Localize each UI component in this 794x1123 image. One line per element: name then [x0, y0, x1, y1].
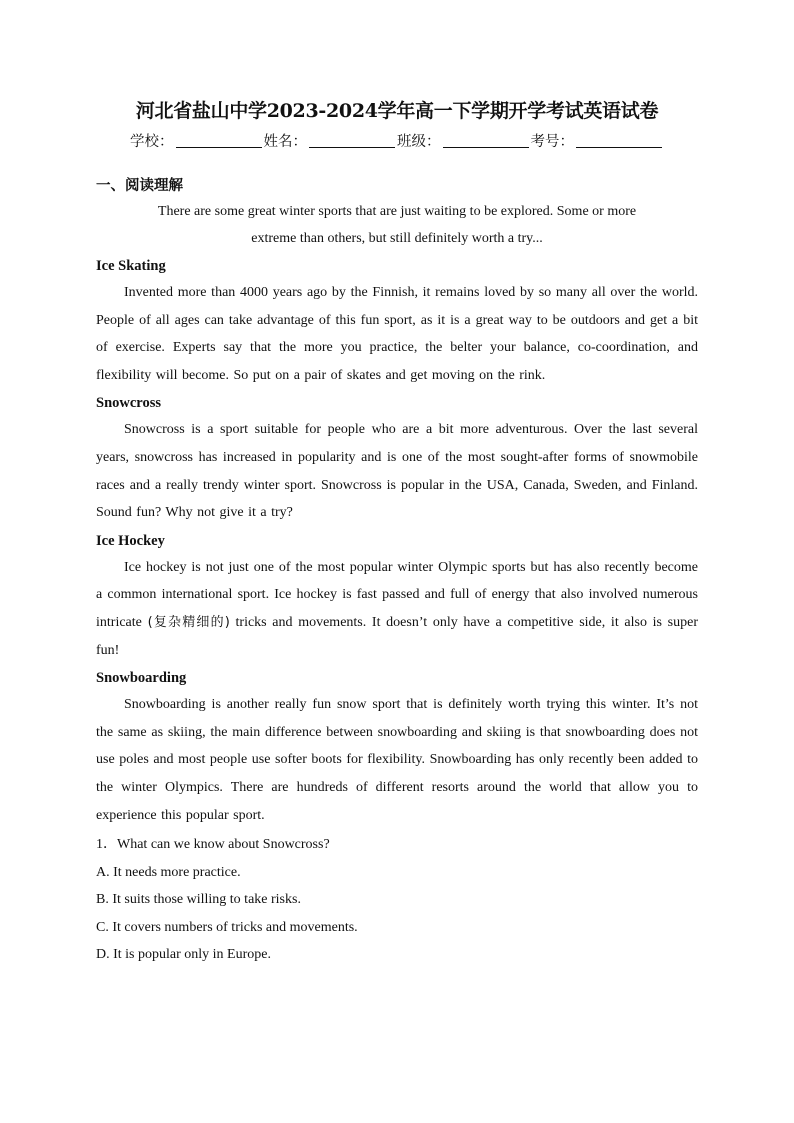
passage-heading-snowcross: Snowcross	[96, 395, 161, 412]
question-number: 1．	[96, 837, 117, 853]
passage-ice-skating: Invented more than 4000 years ago by the Finnish, it remains loved by so many all over the world. People of all ages can take advantage of this fun sport, as it is a great way to be outdoors and get a bit of exercise. Experts say that the more you practice, the belter your balance, co-coordination, and flexibility will become. So put on a pair of skates and get moving on the rink.	[96, 285, 698, 383]
passage-ice-hockey	[96, 554, 698, 664]
exam-number-blank[interactable]	[576, 133, 662, 148]
name-label: 姓名：	[263, 134, 307, 150]
school-label: 学校：	[130, 134, 174, 150]
class-label: 班级：	[397, 134, 441, 150]
option-c[interactable]: C. It covers numbers of tricks and movements.	[96, 919, 358, 935]
exam-page	[96, 98, 698, 969]
student-info-row	[96, 132, 698, 152]
passage-intro	[96, 198, 698, 252]
name-blank[interactable]	[309, 133, 395, 148]
question-1	[96, 831, 698, 859]
option-a[interactable]: A. It needs more practice.	[96, 864, 241, 880]
exam-number-label: 考号：	[530, 134, 574, 150]
passage-heading-ice-skating: Ice Skating	[96, 258, 166, 274]
option-b[interactable]: B. It suits those willing to take risks.	[96, 892, 301, 908]
passage-snowcross: Snowcross is a sport suitable for people who are a bit more adventurous. Over the last several years, snowcross has increased in popularity and is one of the most sought-after forms of snowmobile races and a really trendy winter sport. Snowcross is popular in the USA, Canada, Sweden, and Finland. Sound fun? Why not give it a try?	[96, 422, 698, 521]
intro-line-1: There are some great winter sports that are just waiting to be explored. Some or more	[157, 204, 637, 219]
passage-snowboarding: Snowboarding is another really fun snow sport that is definitely worth trying this winter. It’s not the same as skiing, the main difference between snowboarding and skiing is that snowboarding does not use poles and most people use softer boots for flexibility. Snowboarding has only recently been added to the winter Olympics. There are hundreds of different resorts around the world that allow you to experience this popular sport.	[96, 697, 698, 823]
ice-hockey-text-2: tricks and movements. It doesn’t only have a competitive side, it also is super fun!	[96, 614, 698, 658]
page-title: 河北省盐山中学2023-2024学年高一下学期开学考试英语试卷	[135, 100, 659, 122]
class-blank[interactable]	[443, 133, 529, 148]
passage-heading-ice-hockey: Ice Hockey	[96, 532, 165, 549]
school-blank[interactable]	[176, 133, 262, 148]
option-d[interactable]: D. It is popular only in Europe.	[96, 947, 271, 963]
ice-hockey-text-1: Ice hockey is not just one of the most popular winter Olympic sports but has also recently become a common international sport. Ice hockey is fast passed and full of energy that also involved numerous intricate	[96, 559, 698, 630]
intro-line-2: extreme than others, but still definitely worth a try...	[251, 231, 543, 246]
section-title: 一、阅读理解	[96, 177, 183, 194]
question-stem: What can we know about Snowcross?	[117, 837, 330, 853]
chinese-gloss: (复杂精细的)	[147, 614, 230, 630]
passage-heading-snowboarding: Snowboarding	[96, 670, 187, 687]
